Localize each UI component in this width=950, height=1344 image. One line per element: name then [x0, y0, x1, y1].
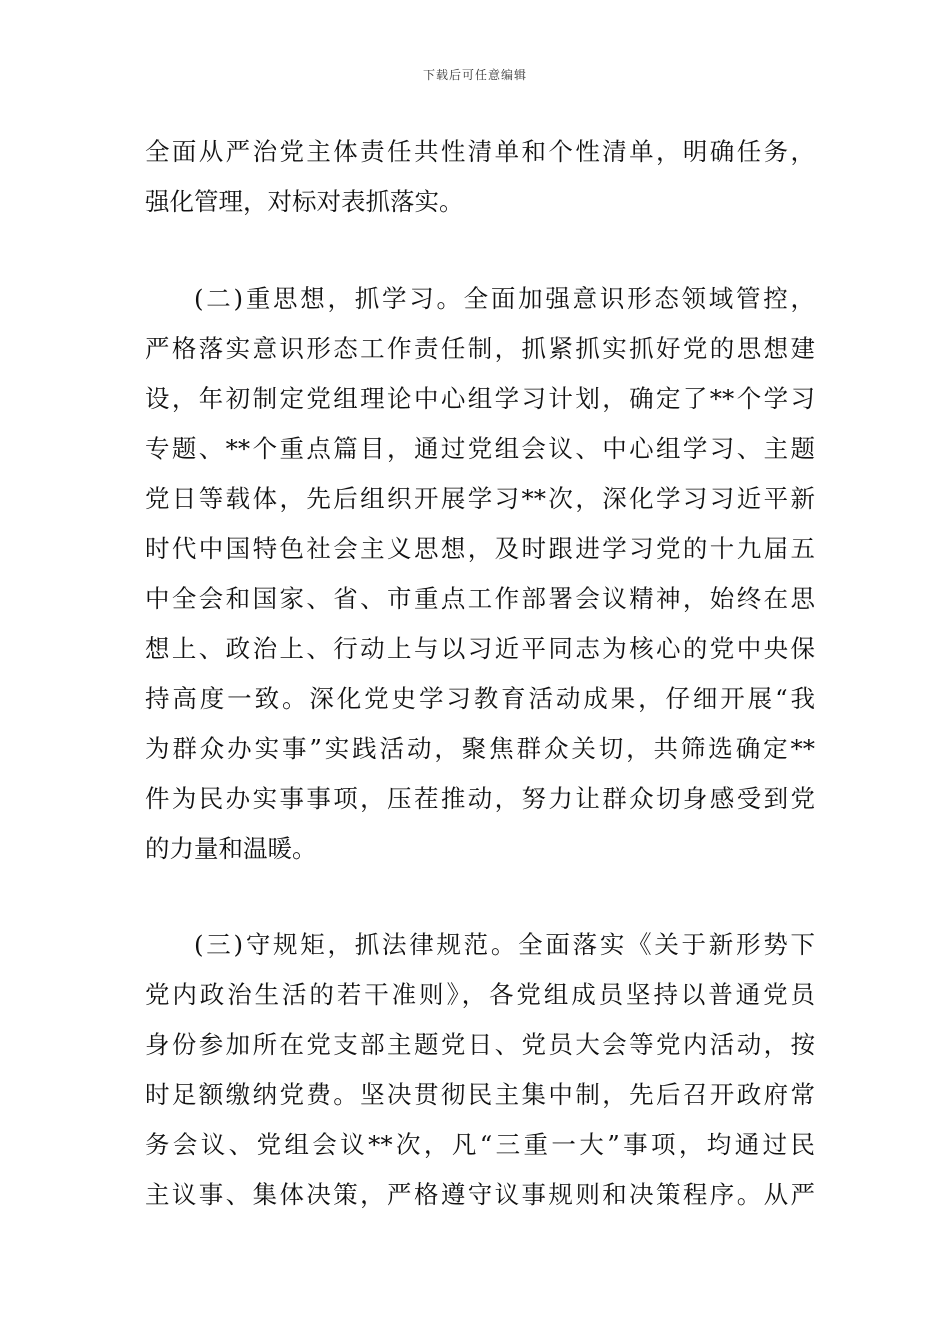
text-line: 党内政治生活的若干准则》，各党组成员坚持以普通党员 [145, 980, 815, 1009]
paragraph-rules-norms [145, 920, 815, 1220]
text-line: (二)重思想，抓学习。全面加强意识形态领域管控， [194, 284, 815, 313]
text-line: 中全会和国家、省、市重点工作部署会议精神，始终在思 [145, 584, 815, 613]
text-line: 主议事、集体决策，严格遵守议事规则和决策程序。从严 [145, 1180, 815, 1209]
text-line: 时代中国特色社会主义思想，及时跟进学习党的十九届五 [145, 534, 815, 563]
paragraph-responsibility-list [145, 127, 815, 227]
text-line: 件为民办实事事项，压茬推动，努力让群众切身感受到党 [145, 784, 815, 813]
text-line: 想上、政治上、行动上与以习近平同志为核心的党中央保 [145, 634, 815, 663]
text-line: 党日等载体，先后组织开展学习**次，深化学习习近平新 [145, 484, 815, 513]
text-line: 的力量和温暖。 [145, 834, 317, 863]
text-line: 强化管理，对标对表抓落实。 [145, 187, 464, 216]
text-line: 务会议、党组会议**次，凡“三重一大”事项，均通过民 [145, 1130, 815, 1159]
page-header: 下载后可任意编辑 [422, 68, 527, 82]
text-line: 身份参加所在党支部主题党日、党员大会等党内活动，按 [145, 1030, 815, 1059]
text-line: 时足额缴纳党费。坚决贯彻民主集中制，先后召开政府常 [145, 1080, 815, 1109]
text-line: 专题、**个重点篇目，通过党组会议、中心组学习、主题 [145, 434, 815, 463]
text-line: 为群众办实事”实践活动，聚焦群众关切，共筛选确定** [145, 734, 815, 763]
text-line: (三)守规矩，抓法律规范。全面落实《关于新形势下 [194, 930, 815, 959]
paragraph-thought-study [145, 274, 815, 874]
text-line: 持高度一致。深化党史学习教育活动成果，仔细开展“我 [145, 684, 815, 713]
text-line: 全面从严治党主体责任共性清单和个性清单，明确任务， [145, 137, 815, 166]
text-line: 设，年初制定党组理论中心组学习计划，确定了**个学习 [145, 384, 815, 413]
text-line: 严格落实意识形态工作责任制，抓紧抓实抓好党的思想建 [145, 334, 815, 363]
